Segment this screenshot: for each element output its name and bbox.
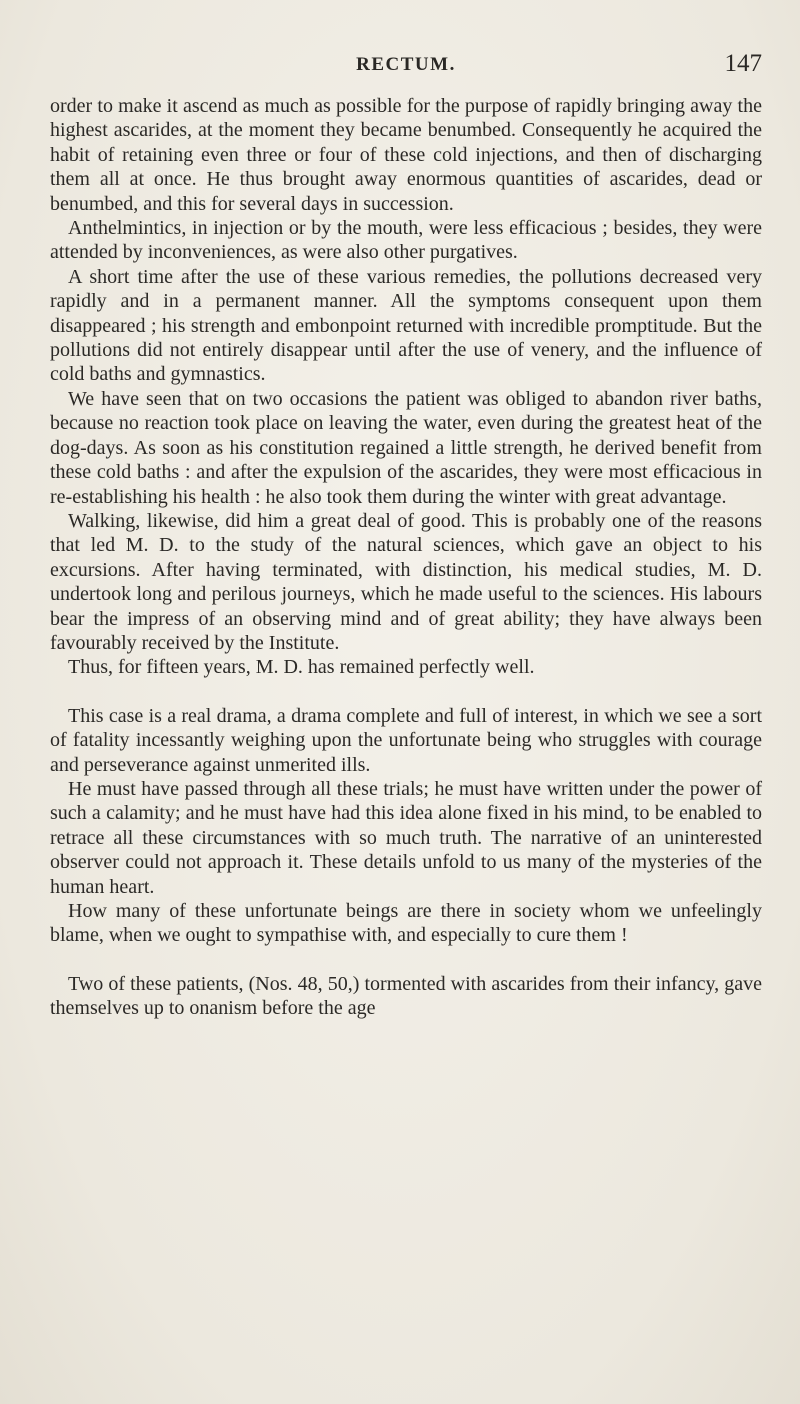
paragraph: Walking, likewise, did him a great deal of good. This is probably one of the reasons that led M. D. to the study of the natural sciences, which gave an object to his excursions. After having terminated, with distinction, his medical studies, M. D. undertook long and perilous journeys, which he made useful to the sciences. His labours bear the impress of an observing mind and of great ability; they have always been favourably received by the Institute. bbox=[50, 509, 762, 654]
body-text bbox=[50, 94, 762, 1021]
page-header bbox=[50, 50, 762, 84]
paragraph: We have seen that on two occasions the patient was obliged to abandon river baths, because no reaction took place on leaving the water, even during the greatest heat of the dog-days. As soon as his constitution regained a little strength, he derived benefit from these cold baths : and after the expulsion of the ascarides, they were most efficacious in re-establishing his health : he also took them during the winter with great advantage. bbox=[50, 387, 762, 508]
paragraph: order to make it ascend as much as possible for the purpose of rapidly bringing away the highest ascarides, at the moment they became benumbed. Consequently he acquired the habit of retaining even three or four of these cold injections, and then of discharging them all at once. He thus brought away enormous quantities of ascarides, dead or benumbed, and this for several days in succession. bbox=[50, 95, 762, 215]
paragraph: This case is a real drama, a drama complete and full of interest, in which we see a sort of fatality incessantly weighing upon the unfortunate being who struggles with courage and perseverance against unmerited ills. bbox=[50, 704, 762, 776]
paragraph: A short time after the use of these various remedies, the pollutions decreased very rapidly and in a permanent manner. All the symptoms consequent upon them disappeared ; his strength and embonpoint returned with incredible promptitude. But the pollutions did not entirely disappear until after the use of venery, and the influence of cold baths and gymnastics. bbox=[50, 265, 762, 386]
page-number: 147 bbox=[724, 50, 762, 77]
paragraph: Thus, for fifteen years, M. D. has remained perfectly well. bbox=[68, 656, 535, 679]
paragraph: Anthelmintics, in injection or by the mouth, were less efficacious ; besides, they were attended by inconveniences, as were also other purgatives. bbox=[50, 217, 762, 264]
paragraph: How many of these unfortunate beings are there in society whom we unfeelingly blame, when we ought to sympathise with, and especially to cure them ! bbox=[50, 900, 762, 947]
running-head: RECTUM. bbox=[356, 54, 456, 75]
paragraph: Two of these patients, (Nos. 48, 50,) tormented with ascarides from their infancy, gave themselves up to onanism before the age bbox=[50, 972, 762, 1020]
paragraph: He must have passed through all these trials; he must have written under the power of such a calamity; and he must have had this idea alone fixed in his mind, to be enabled to retrace all these circumstances with so much truth. The narrative of an uninterested observer could not approach it. These details unfold to us many of the mysteries of the human heart. bbox=[50, 777, 762, 898]
